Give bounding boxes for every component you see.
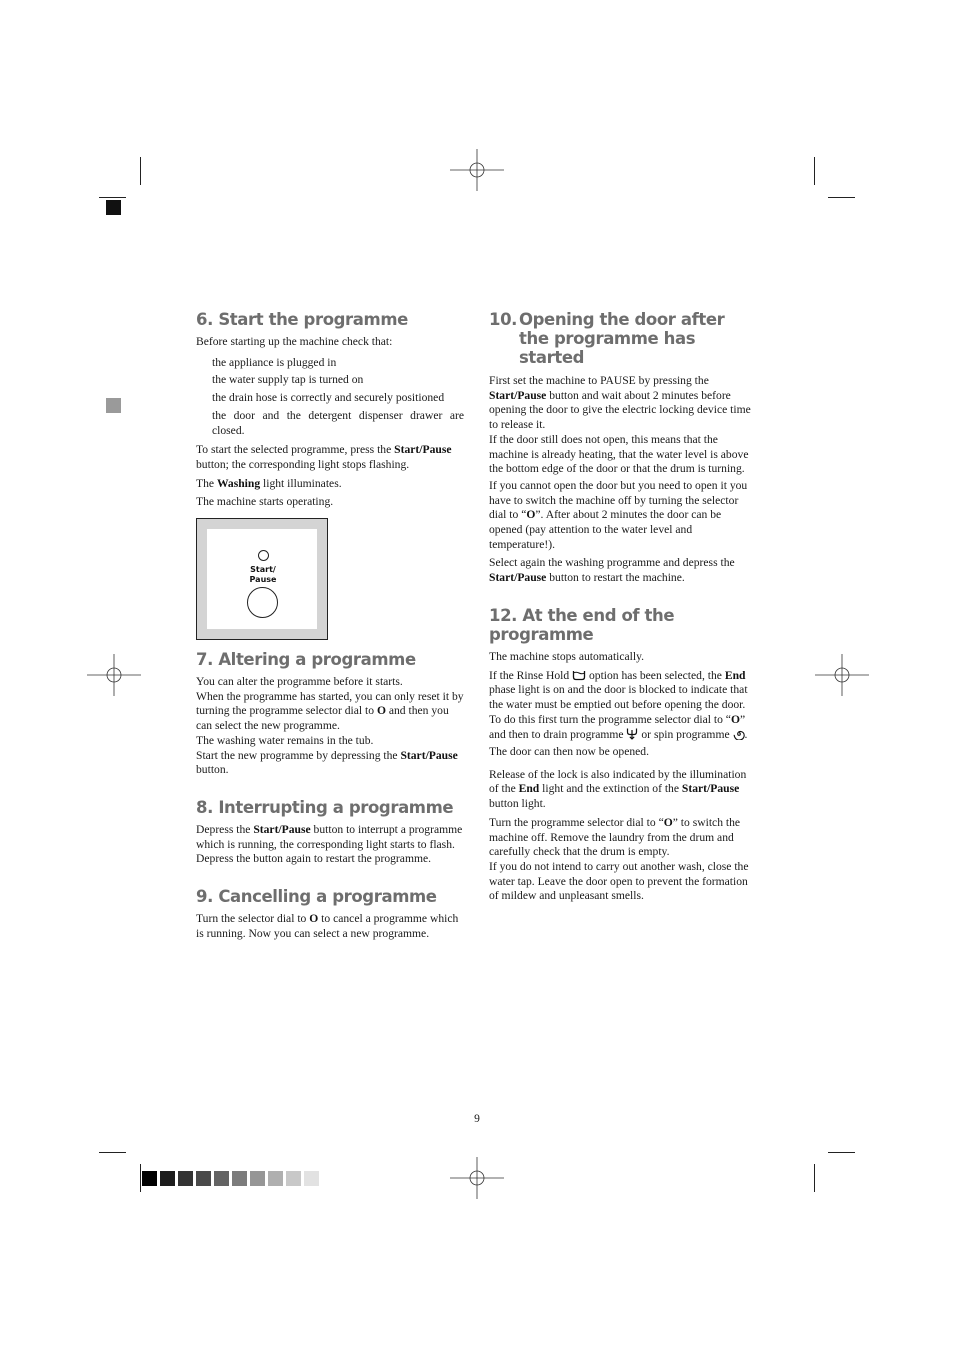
status-light-icon [258, 550, 269, 561]
paragraph: Turn the programme selector dial to “O” to switch the machine off. Remove the laundry from the drum and carefully check that the drum is empty. If you do not intend to carry out another wash, close the water tap. Leave the door open to prevent the formation of mildew and unpleasant smells. [489, 815, 749, 903]
colour-swatch [142, 1171, 157, 1186]
colour-swatch [160, 1171, 175, 1186]
colour-swatch [214, 1171, 229, 1186]
paragraph: The machine stops automatically. [489, 649, 645, 663]
registration-crosshair-icon [450, 143, 504, 197]
section-end-of-programme [489, 606, 757, 904]
section-opening-door [489, 310, 757, 586]
drain-programme-icon [626, 727, 638, 740]
colour-swatch [232, 1171, 247, 1186]
crop-mark [828, 1152, 855, 1153]
start-pause-button-icon [247, 587, 278, 618]
colour-swatch [178, 1171, 193, 1186]
paragraph: The door can then now be opened. [489, 745, 650, 759]
section-heading: 10. Opening the door after the programme has started [489, 310, 725, 367]
paragraph: To start the selected programme, press the Start/Pause button; the corresponding light stops flashing. [196, 443, 452, 471]
colour-swatch [196, 1171, 211, 1186]
colour-swatch [268, 1171, 283, 1186]
registration-crosshair-icon [87, 648, 141, 702]
colour-swatch [286, 1171, 301, 1186]
crop-mark [99, 1152, 126, 1153]
page-number: 9 [474, 1113, 480, 1125]
panel-label: Start/ Pause [249, 565, 277, 584]
paragraph: Select again the washing programme and depress the Start/Pause button to restart the machine. [489, 556, 735, 585]
paragraph: Turn the selector dial to O to cancel a programme which is running. Now you can select a new programme. [196, 912, 459, 940]
section-heading: 6. Start the programme [196, 310, 408, 329]
spin-programme-icon [733, 728, 745, 740]
checklist-item: the drain hose is correctly and securely positioned [212, 391, 445, 405]
crop-mark [814, 157, 815, 185]
section-start-programme [196, 310, 464, 640]
intro-text: Before starting up the machine check that: [196, 335, 393, 348]
crop-mark [140, 1164, 141, 1192]
crop-mark [814, 1164, 815, 1192]
paragraph: The machine starts operating. [196, 495, 334, 509]
section-heading: 12. At the end of the programme [489, 605, 675, 644]
paragraph: First set the machine to PAUSE by pressing the Start/Pause button and wait about 2 minutes before opening the door to give the electric locking device time to release it. If the door still does not open, this means that the machine is already heating, that the water level is above the bottom edge of the door or that the drum is turning. [489, 374, 751, 476]
section-heading: 9. Cancelling a programme [196, 887, 437, 907]
rinse-hold-icon [572, 669, 586, 681]
paragraph: If you cannot open the door but you need to open it you have to switch the machine off by turning the selector dial to “O”. After about 2 minutes the door can be opened (pay attention to the water level and temperature!). [489, 478, 748, 551]
registration-crosshair-icon [815, 648, 869, 702]
checklist-item: the door and the detergent dispenser drawer are closed. [212, 408, 464, 437]
crop-mark [828, 197, 855, 198]
section-heading: 7. Altering a programme [196, 650, 416, 670]
paragraph: The Washing light illuminates. [196, 476, 342, 490]
section-altering-programme [196, 650, 464, 778]
section-interrupting-programme [196, 798, 464, 867]
start-pause-panel-illustration [196, 518, 328, 640]
left-column [196, 310, 464, 945]
colour-swatch [250, 1171, 265, 1186]
crop-mark [140, 157, 141, 185]
checklist-item: the water supply tap is turned on [212, 373, 364, 387]
section-heading: 8. Interrupting a programme [196, 797, 454, 817]
grey-square-mark [106, 398, 121, 413]
paragraph: Depress the Start/Pause button to interrupt a programme which is running, the corresponding light starts to flash. Depress the button again to restart the programme. [196, 822, 463, 866]
crop-mark [99, 197, 126, 198]
black-square-mark [106, 200, 121, 215]
paragraph: Release of the lock is also indicated by the illumination of the End light and the extinction of the Start/Pause button light. [489, 767, 747, 811]
paragraph: You can alter the programme before it starts. When the programme has started, you can only reset it by turning the programme selector dial to O and then you can select the new programme. The washing water remains in the tub. Start the new programme by depressing the Start/Pause button. [196, 675, 464, 777]
paragraph: If the Rinse Hold option has been selected, the End phase light is on and the door is blocked to indicate that the water must be emptied out before opening the door. To do this first turn the programme selector dial to “O” and then to drain programme or spin programme . [489, 668, 748, 742]
right-column [489, 310, 757, 904]
registration-crosshair-icon [450, 1151, 504, 1205]
colour-swatch [304, 1171, 319, 1186]
section-cancelling-programme [196, 887, 464, 941]
checklist-item: the appliance is plugged in [212, 355, 337, 369]
